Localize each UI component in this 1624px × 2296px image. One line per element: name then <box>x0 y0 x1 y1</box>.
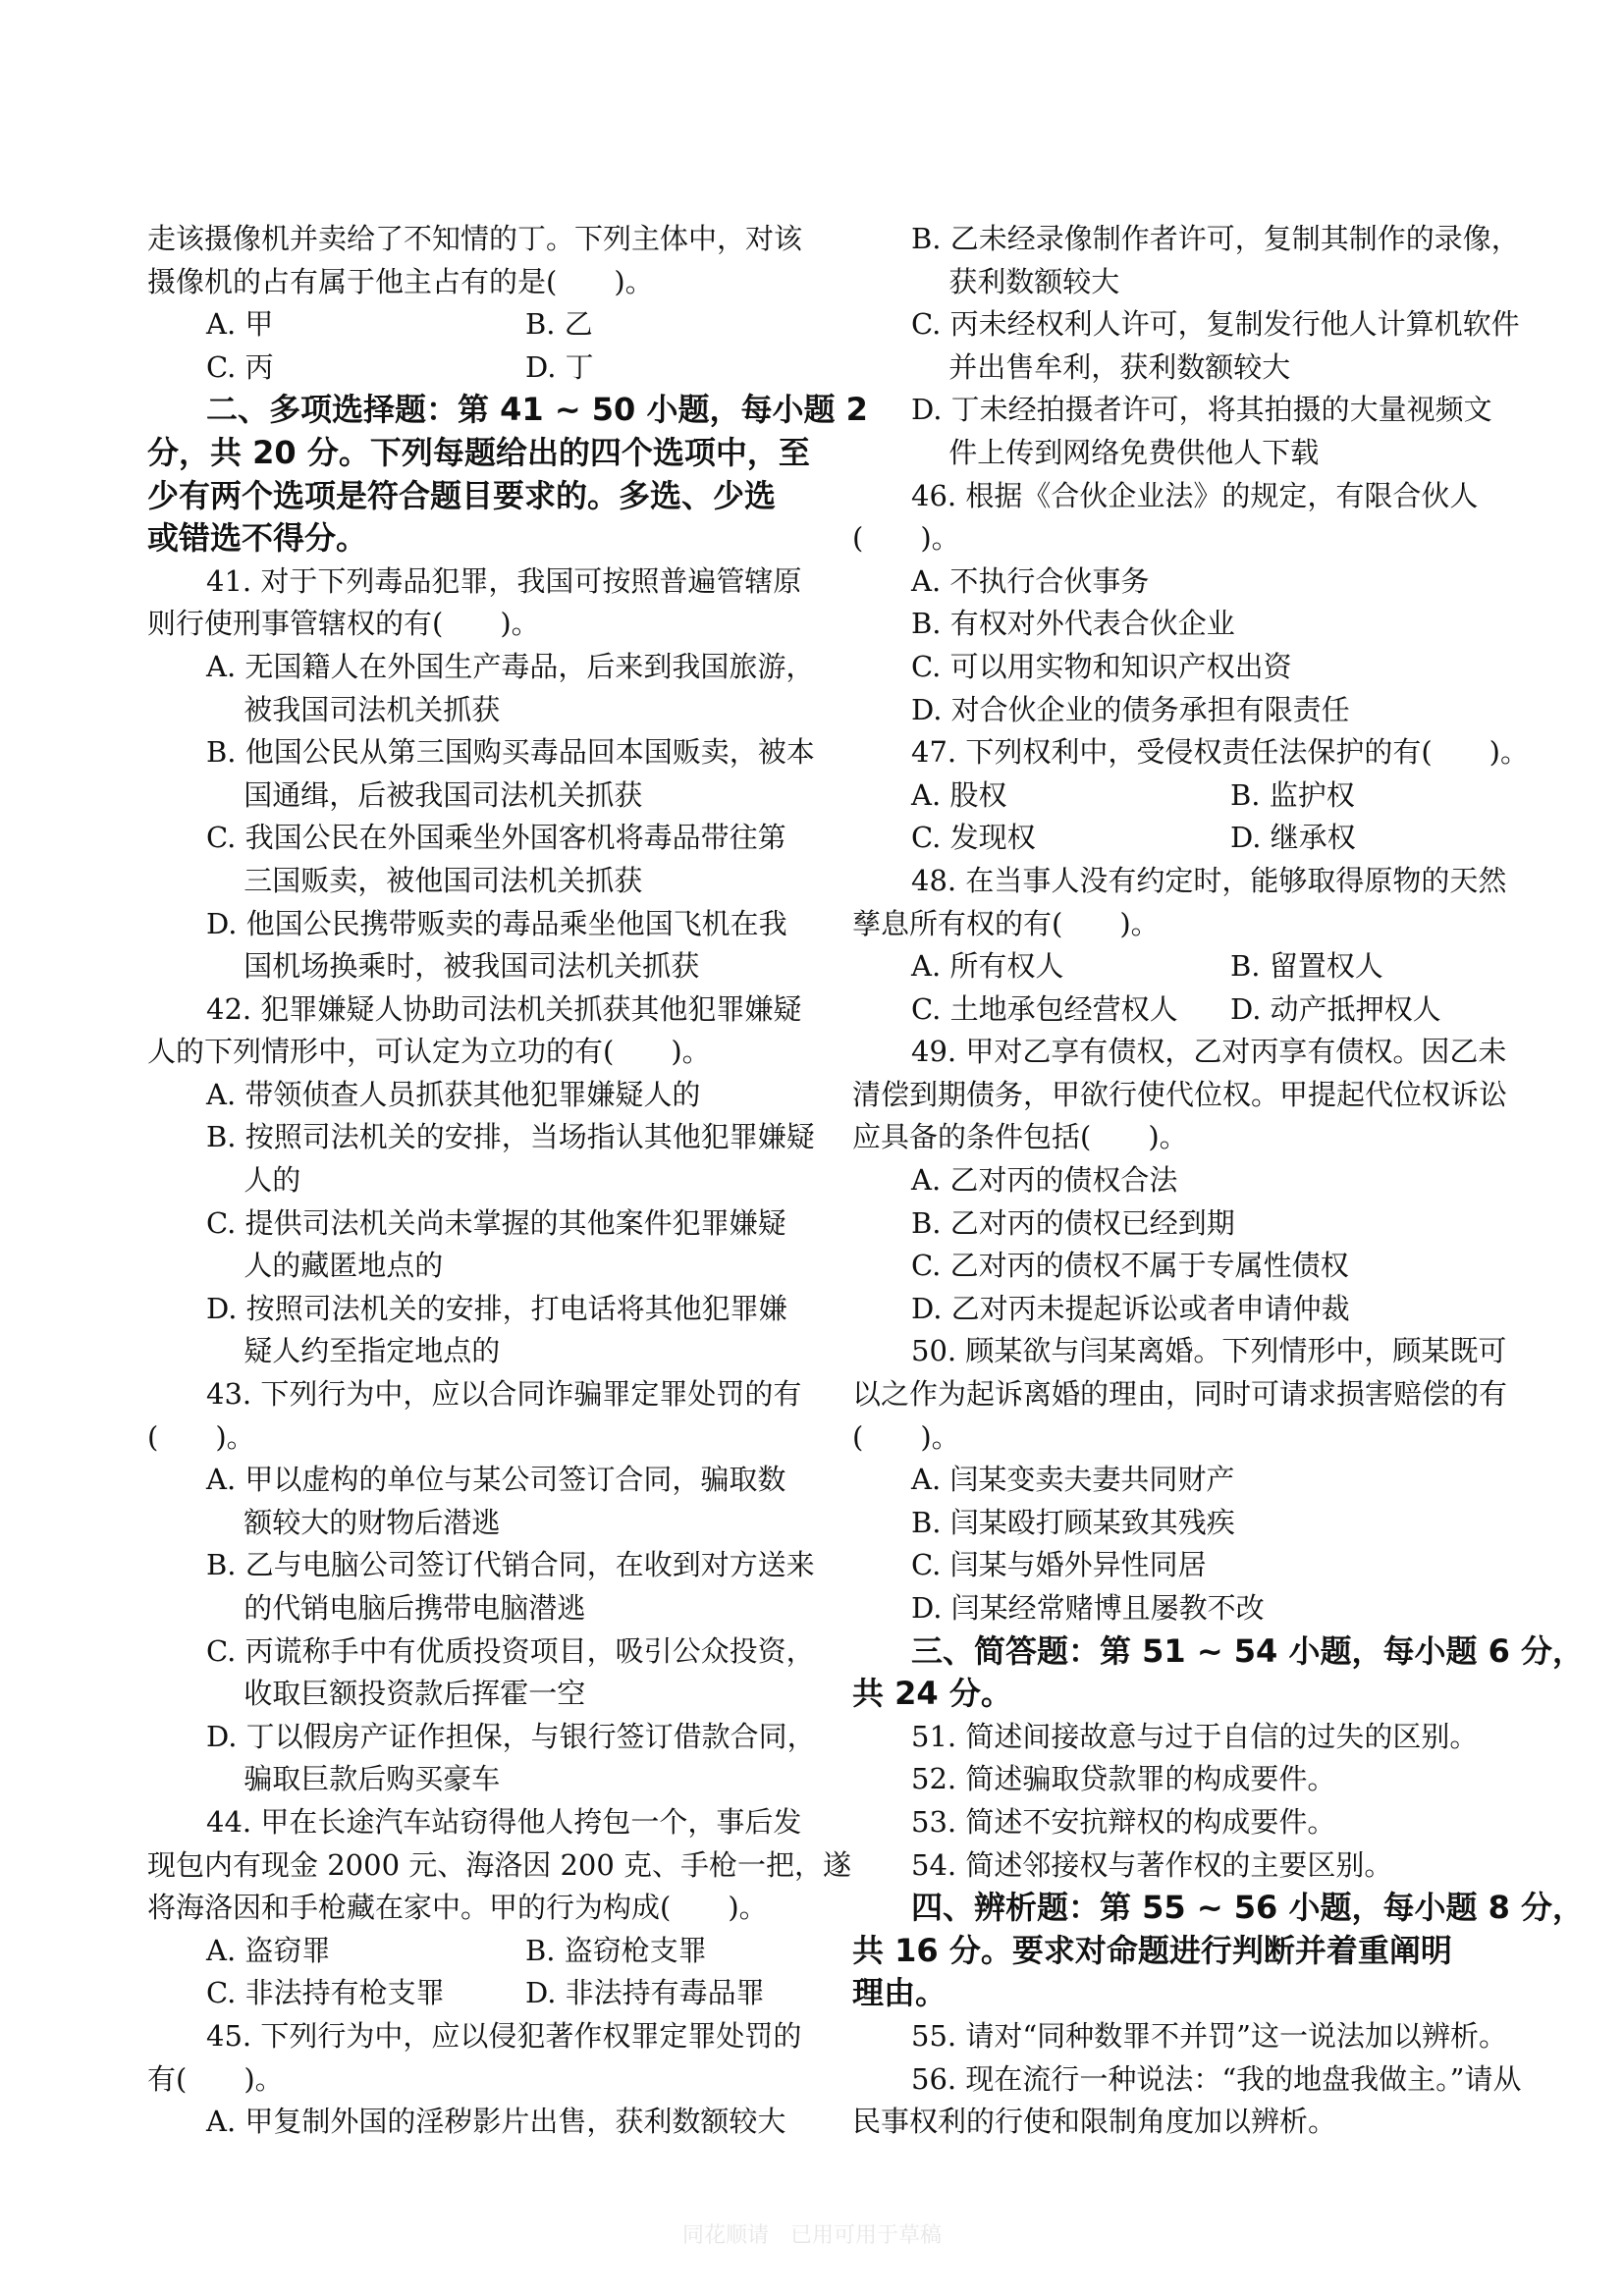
text-line: 收取巨额投资款后挥霍一空 <box>206 1677 586 1711</box>
option-text: D. 继承权 <box>1230 821 1356 855</box>
text-line: 51. 简述间接故意与过于自信的过失的区别。 <box>911 1719 1479 1753</box>
text-line: 48. 在当事人没有约定时，能够取得原物的天然 <box>911 863 1507 897</box>
text-line: 获利数额较大 <box>911 264 1120 298</box>
text-line: 应具备的条件包括( )。 <box>852 1120 1188 1154</box>
text-line: D. 他国公民携带贩卖的毒品乘坐他国飞机在我 <box>206 906 787 940</box>
option-text: A. 所有权人 <box>911 949 1064 984</box>
section-heading: 二、多项选择题：第 41 ~ 50 小题，每小题 2 <box>206 391 868 429</box>
text-line: 49. 甲对乙享有债权，乙对丙享有债权。因乙未 <box>911 1035 1507 1069</box>
text-line: B. 乙对丙的债权已经到期 <box>911 1205 1235 1240</box>
text-line: B. 乙未经录像制作者许可，复制其制作的录像， <box>911 222 1520 255</box>
option-text: D. 动产抵押权人 <box>1230 991 1441 1026</box>
text-line: D. 乙对丙未提起诉讼或者申请仲裁 <box>911 1291 1350 1325</box>
text-line: C. 可以用实物和知识产权出资 <box>911 649 1292 683</box>
right-column <box>852 218 1584 2144</box>
section-heading: 少有两个选项是符合题目要求的。多选、少选 <box>147 476 777 514</box>
text-line: ( )。 <box>147 1419 255 1454</box>
option-text: B. 监护权 <box>1230 777 1355 812</box>
section-heading: 三、简答题：第 51 ~ 54 小题，每小题 6 分， <box>911 1631 1584 1670</box>
text-line: 47. 下列权利中，受侵权责任法保护的有( )。 <box>911 735 1529 770</box>
option-text: D. 丁 <box>525 349 594 384</box>
text-line: 人的下列情形中，可认定为立功的有( )。 <box>147 1035 711 1069</box>
option-row <box>852 817 1500 860</box>
section-heading: 分，共 20 分。下列每题给出的四个选项中，至 <box>147 433 810 471</box>
text-line: 将海洛因和手枪藏在家中。甲的行为构成( )。 <box>147 1891 768 1925</box>
text-line: 以之作为起诉离婚的理由，同时可请求损害赔偿的有 <box>852 1377 1508 1412</box>
text-line: 44. 甲在长途汽车站窃得他人挎包一个，事后发 <box>206 1804 802 1839</box>
text-line: 46. 根据《合伙企业法》的规定，有限合伙人 <box>911 478 1479 512</box>
text-line: 有( )。 <box>147 2061 284 2096</box>
option-row <box>147 1930 795 1973</box>
option-row <box>852 945 1500 988</box>
text-line: 的代销电脑后携带电脑潜逃 <box>206 1591 586 1625</box>
text-line: D. 闫某经常赌博且屡教不改 <box>911 1591 1265 1625</box>
text-line: A. 甲复制外国的淫秽影片出售，获利数额较大 <box>206 2105 786 2139</box>
text-line: 人的藏匿地点的 <box>206 1249 444 1283</box>
text-line: 41. 对于下列毒品犯罪，我国可按照普遍管辖原 <box>206 563 802 598</box>
text-line: 国机场换乘时，被我国司法机关抓获 <box>206 949 700 984</box>
text-line: 55. 请对“同种数罪不并罚”这一说法加以辨析。 <box>911 2018 1507 2053</box>
text-line: 被我国司法机关抓获 <box>206 692 501 726</box>
section-heading: 或错选不得分。 <box>147 519 368 558</box>
text-line: A. 不执行合伙事务 <box>911 563 1150 598</box>
text-line: 则行使刑事管辖权的有( )。 <box>147 607 540 641</box>
text-line: D. 对合伙企业的债务承担有限责任 <box>911 692 1350 726</box>
option-row <box>147 347 795 390</box>
option-row <box>147 303 795 347</box>
text-line: 骗取巨款后购买豪车 <box>206 1762 501 1796</box>
section-heading: 共 16 分。要求对命题进行判断并着重阐明 <box>852 1931 1452 1969</box>
option-text: A. 盗窃罪 <box>206 1933 331 1967</box>
text-line: A. 乙对丙的债权合法 <box>911 1163 1178 1198</box>
text-line: C. 丙谎称手中有优质投资项目，吸引公众投资， <box>206 1633 815 1668</box>
option-row <box>852 988 1500 1032</box>
text-line: B. 乙与电脑公司签订代销合同，在收到对方送来 <box>206 1548 815 1582</box>
option-text: D. 非法持有毒品罪 <box>525 1976 765 2010</box>
text-line: 43. 下列行为中，应以合同诈骗罪定罪处罚的有 <box>206 1377 802 1412</box>
text-line: 56. 现在流行一种说法：“我的地盘我做主。”请从 <box>911 2061 1522 2096</box>
option-text: C. 非法持有枪支罪 <box>206 1976 445 2010</box>
footer-watermark: 同花顺请 已用可用于草稿 <box>681 2223 942 2248</box>
text-line: B. 按照司法机关的安排，当场指认其他犯罪嫌疑 <box>206 1120 815 1154</box>
text-line: 并出售牟利，获利数额较大 <box>911 349 1291 384</box>
text-line: 民事权利的行使和限制角度加以辨析。 <box>852 2105 1337 2139</box>
text-line: C. 提供司法机关尚未掌握的其他案件犯罪嫌疑 <box>206 1205 786 1240</box>
option-row <box>852 774 1500 818</box>
text-line: A. 带领侦查人员抓获其他犯罪嫌疑人的 <box>206 1077 701 1111</box>
text-line: 清偿到期债务，甲欲行使代位权。甲提起代位权诉讼 <box>852 1077 1508 1111</box>
option-text: B. 留置权人 <box>1230 949 1383 984</box>
text-line: C. 丙未经权利人许可，复制发行他人计算机软件 <box>911 307 1520 342</box>
text-line: B. 闫某殴打顾某致其残疾 <box>911 1505 1235 1539</box>
text-line: D. 丁以假房产证作担保，与银行签订借款合同， <box>206 1719 816 1753</box>
text-line: C. 乙对丙的债权不属于专属性债权 <box>911 1249 1349 1283</box>
text-line: 走该摄像机并卖给了不知情的丁。下列主体中，对该 <box>147 222 803 255</box>
text-line: B. 有权对外代表合伙企业 <box>911 607 1235 641</box>
text-line: 额较大的财物后潜逃 <box>206 1505 501 1539</box>
text-line: 件上传到网络免费供他人下载 <box>911 435 1320 469</box>
text-line: 50. 顾某欲与闫某离婚。下列情形中，顾某既可 <box>911 1334 1507 1368</box>
text-line: 42. 犯罪嫌疑人协助司法机关抓获其他犯罪嫌疑 <box>206 991 802 1026</box>
text-line: ( )。 <box>852 1419 960 1454</box>
option-text: B. 乙 <box>525 307 593 342</box>
option-text: A. 甲 <box>206 307 274 342</box>
option-text: A. 股权 <box>911 777 1007 812</box>
text-line: A. 闫某变卖夫妻共同财产 <box>911 1463 1235 1497</box>
text-line: 45. 下列行为中，应以侵犯著作权罪定罪处罚的 <box>206 2018 802 2053</box>
option-text: C. 发现权 <box>911 821 1036 855</box>
option-text: C. 土地承包经营权人 <box>911 991 1178 1026</box>
text-line: 国通缉，后被我国司法机关抓获 <box>206 777 643 812</box>
text-line: D. 按照司法机关的安排，打电话将其他犯罪嫌 <box>206 1291 787 1325</box>
text-line: A. 无国籍人在外国生产毒品，后来到我国旅游， <box>206 649 815 683</box>
left-column <box>147 218 868 2144</box>
text-line: ( )。 <box>852 521 960 556</box>
text-line: A. 甲以虚构的单位与某公司签订合同，骗取数 <box>206 1463 786 1497</box>
text-line: C. 闫某与婚外异性同居 <box>911 1548 1207 1582</box>
text-line: 人的 <box>206 1163 301 1198</box>
section-heading: 共 24 分。 <box>852 1675 1012 1713</box>
text-line: D. 丁未经拍摄者许可，将其拍摄的大量视频文 <box>911 393 1492 427</box>
text-line: 疑人约至指定地点的 <box>206 1334 501 1368</box>
text-line: 54. 简述邻接权与著作权的主要区别。 <box>911 1847 1393 1882</box>
text-line: B. 他国公民从第三国购买毒品回本国贩卖，被本 <box>206 735 815 770</box>
text-line: 三国贩卖，被他国司法机关抓获 <box>206 863 643 897</box>
option-text: C. 丙 <box>206 349 274 384</box>
text-line: 53. 简述不安抗辩权的构成要件。 <box>911 1804 1336 1839</box>
text-line: C. 我国公民在外国乘坐外国客机将毒品带往第 <box>206 821 786 855</box>
text-line: 52. 简述骗取贷款罪的构成要件。 <box>911 1762 1336 1796</box>
text-line: 摄像机的占有属于他主占有的是( )。 <box>147 264 654 298</box>
text-line: 孳息所有权的有( )。 <box>852 906 1160 940</box>
section-heading: 四、辨析题：第 55 ~ 56 小题，每小题 8 分， <box>911 1889 1584 1927</box>
option-row <box>147 1972 795 2015</box>
section-heading: 理由。 <box>852 1974 947 2012</box>
option-text: B. 盗窃枪支罪 <box>525 1933 707 1967</box>
text-line: 现包内有现金 2000 元、海洛因 200 克、手枪一把，遂 <box>147 1847 852 1882</box>
